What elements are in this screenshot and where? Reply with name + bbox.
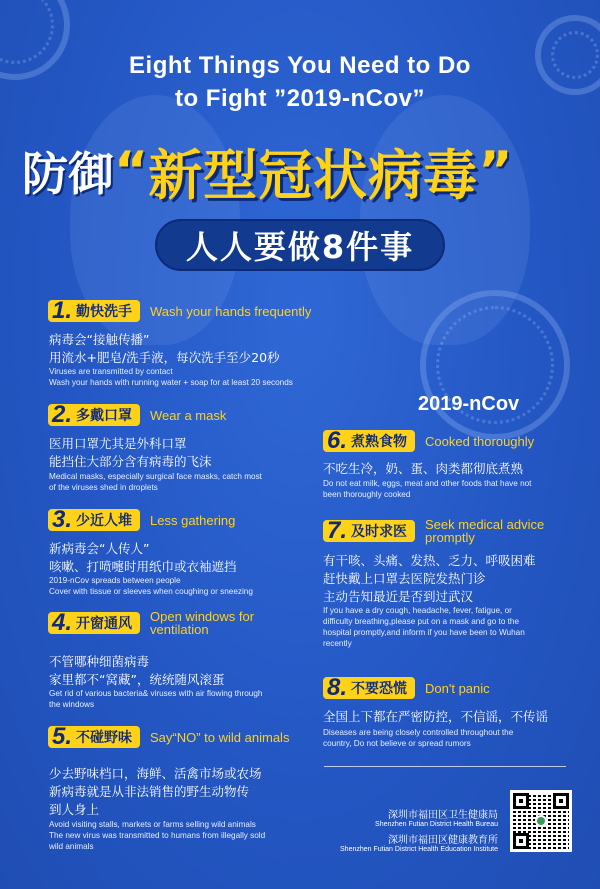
item-1-title-cn: 勤快洗手 (76, 304, 133, 320)
item-5-title-cn: 不碰野味 (76, 730, 133, 746)
qr-logo-icon (535, 815, 547, 827)
item-3-text-en (49, 575, 253, 597)
item-7-title-en-line: promptly (425, 530, 475, 545)
item-2-title-cn: 多戴口罩 (76, 408, 133, 424)
item-1-text-en-line: Wash your hands with running water + soap for at least 20 seconds (49, 378, 293, 387)
item-3-header (48, 506, 236, 533)
org-1-name-cn: 深圳市福田区卫生健康局 (388, 810, 498, 821)
chinese-title-close-quote: ” (478, 141, 513, 201)
item-2-text-en (49, 471, 262, 493)
item-2-text-cn: 医用口罩尤其是外科口罩 (49, 436, 187, 451)
item-1-text-en-line: Viruses are transmitted by contact (49, 367, 173, 376)
qr-eye-icon (513, 833, 529, 849)
qr-code[interactable] (510, 790, 572, 852)
item-number: 3. (52, 506, 73, 533)
item-3-title-en: Less gathering (150, 512, 236, 528)
item-2-text-en-line: of the viruses shed in droplets (49, 483, 158, 492)
item-number: 5. (52, 723, 73, 750)
item-4-text-en-line: the windows (49, 700, 95, 709)
item-7-title-cn: 及时求医 (351, 524, 408, 540)
item-7-text-en-line: hospital promptly,and inform if you have been to Wuhan (323, 628, 525, 637)
item-7-text-en (323, 605, 525, 649)
item-5-title-en: Say“NO” to wild animals (150, 729, 290, 745)
item-7-title-en-line: Seek medical advice (425, 517, 545, 532)
item-2-header (48, 401, 227, 428)
item-6-text-cn: 不吃生冷，奶、蛋、肉类都彻底煮熟 (323, 461, 524, 476)
item-8-text-en (323, 727, 513, 749)
item-3-title-cn: 少近人堆 (76, 513, 133, 529)
item-6-text-en-line: been thoroughly cooked (323, 490, 411, 499)
item-1-title-en: Wash your hands frequently (150, 303, 312, 319)
subtitle-banner: 人人要做8件事 (155, 219, 445, 271)
item-6-header (323, 427, 535, 454)
org-2-name-cn: 深圳市福田区健康教育所 (388, 835, 498, 846)
item-2-pill (48, 401, 140, 428)
item-3-text-cn: 新病毒会“人传人” (49, 541, 150, 556)
item-number: 2. (52, 401, 73, 428)
item-8-text-en-line: country, Do not believe or spread rumors (323, 739, 471, 748)
item-6-text-en-line: Do not eat milk, eggs, meat and other foods that have not (323, 479, 532, 488)
item-7-title-en (425, 518, 544, 544)
item-1-header (48, 297, 312, 324)
item-1-text-cn: 用流水+肥皂/洗手液，每次洗手至少20秒 (49, 350, 280, 365)
item-7-pill (323, 517, 415, 544)
item-4-title-en (150, 610, 254, 636)
item-7-text-en-line: If you have a dry cough, headache, fever, fatigue, or (323, 606, 512, 615)
item-7-text-cn: 赶快戴上口罩去医院发热门诊 (323, 571, 486, 586)
org-2-name-en: Shenzhen Futian District Health Education Institute (340, 846, 498, 853)
qr-code-pattern (513, 793, 569, 849)
item-3-pill (48, 506, 140, 533)
item-5-text-en-line: The new virus was transmitted to humans from illegally sold (49, 831, 266, 840)
item-2-title-en: Wear a mask (150, 407, 227, 423)
item-8-pill (323, 674, 415, 701)
item-1-pill (48, 297, 140, 324)
item-7-text-en-line: recently (323, 639, 352, 648)
item-7-text-en-line: difficulty breathing,please put on a mask and go to the (323, 617, 520, 626)
item-2-text-en-line: Medical masks, especially surgical face masks, catch most (49, 472, 262, 481)
chinese-title-open-quote: “ (114, 141, 149, 201)
item-4-title-cn: 开窗通风 (76, 616, 133, 632)
item-7-text-cn: 有干咳、头痛、发热、乏力、呼吸困难 (323, 553, 536, 568)
item-7-header (323, 518, 544, 544)
item-5-text-en-line: Avoid visiting stalls, markets or farms selling wild animals (49, 820, 256, 829)
item-3-text-en-line: Cover with tissue or sleeves when coughing or sneezing (49, 587, 253, 596)
item-5-text-cn: 新病毒就是从非法销售的野生动物传 (49, 784, 250, 799)
chinese-title (22, 130, 582, 212)
item-4-title-en-line: Open windows for (150, 609, 255, 624)
item-number: 8. (327, 674, 348, 701)
item-8-title-cn: 不要恐慌 (351, 681, 408, 697)
item-number: 1. (52, 297, 73, 324)
ncov-tag: 2019-nCov (418, 393, 520, 415)
item-4-text-cn: 不管哪种细菌病毒 (49, 654, 150, 669)
item-1-text-en (49, 366, 293, 388)
item-5-text-en (49, 819, 265, 852)
item-number: 4. (52, 609, 73, 636)
item-3-text-en-line: 2019-nCov spreads between people (49, 576, 181, 585)
item-8-text-en-line: Diseases are being closely controlled throughout the (323, 728, 514, 737)
qr-eye-icon (513, 793, 529, 809)
item-5-pill (48, 723, 140, 750)
item-7-text-cn: 主动告知最近是否到过武汉 (323, 589, 474, 604)
footer-divider (324, 766, 566, 767)
item-4-title-en-line: ventilation (150, 622, 209, 637)
english-title-line-1: Eight Things You Need to Do (129, 52, 471, 79)
virus-decoration-icon (420, 290, 570, 440)
item-5-text-cn: 少去野味档口，海鲜、活禽市场或农场 (49, 766, 262, 781)
item-4-text-cn: 家里都不“窝藏”，统统随风滚蛋 (49, 672, 225, 687)
item-5-header (48, 723, 290, 750)
item-5-text-en-line: wild animals (49, 842, 94, 851)
english-title-line-2: to Fight ”2019-nCov” (174, 85, 425, 112)
item-5-text-cn: 到人身上 (49, 802, 100, 817)
item-6-title-en: Cooked thoroughly (425, 433, 535, 449)
item-8-text-cn: 全国上下都在严密防控，不信谣，不传谣 (323, 709, 549, 724)
item-4-pill (48, 609, 140, 636)
item-number: 7. (327, 517, 348, 544)
qr-eye-icon (553, 793, 569, 809)
item-6-pill (323, 427, 415, 454)
item-4-header (48, 610, 254, 636)
item-1-text-cn: 病毒会“接触传播” (49, 332, 150, 347)
item-3-text-cn: 咳嗽、打喷嚏时用纸巾或衣袖遮挡 (49, 559, 237, 574)
chinese-title-main: 新型冠状病毒 (148, 143, 479, 207)
item-number: 6. (327, 427, 348, 454)
item-4-text-en (49, 688, 262, 710)
org-1-name-en: Shenzhen Futian District Health Bureau (375, 821, 498, 828)
item-6-title-cn: 煮熟食物 (351, 434, 408, 450)
item-4-text-en-line: Get rid of various bacteria& viruses with air flowing through (49, 689, 263, 698)
chinese-title-prefix: 防御 (22, 147, 114, 201)
item-8-header (323, 674, 490, 701)
item-2-text-cn: 能挡住大部分含有病毒的飞沫 (49, 454, 212, 469)
item-6-text-en (323, 478, 531, 500)
item-8-title-en: Don't panic (425, 680, 490, 696)
